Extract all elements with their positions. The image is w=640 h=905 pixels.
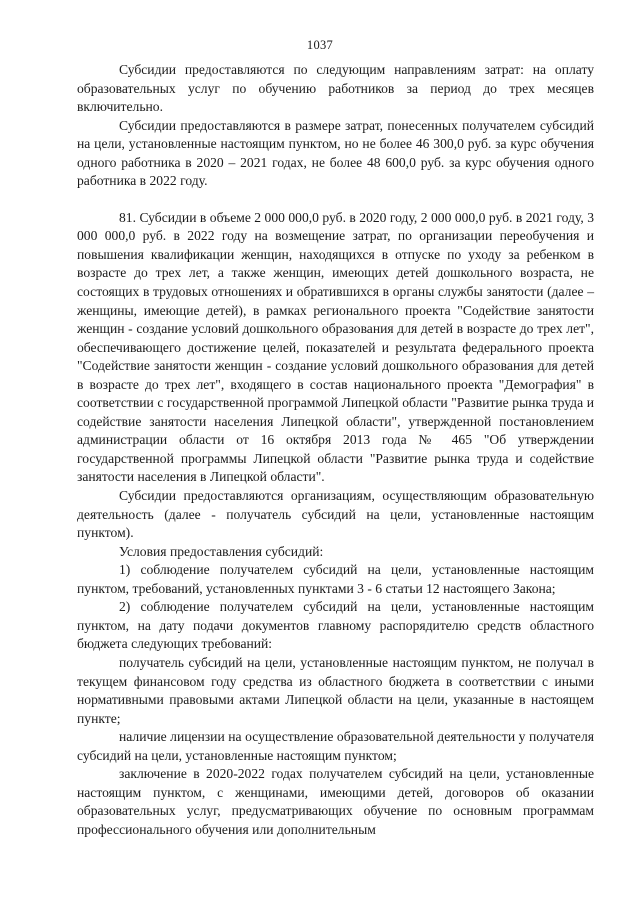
paragraph-subsidy-amount: Субсидии предоставляются в размере затрат, понесенных получателем субсидий на цели, установленные настоящим пунктом, но не более 46 300,0 руб. за курс обучения одного работника в 2020 – 2021 годах, не более 48 600,0 руб. за курс обучения одного работника в 2022 году. <box>77 117 594 189</box>
paragraph-condition-1: 1) соблюдение получателем субсидий на цели, установленные настоящим пунктом, требований, установленных пунктами 3 - 6 статьи 12 настоящего Закона; <box>77 562 594 596</box>
paragraph-conditions-heading: Условия предоставления субсидий: <box>119 543 324 559</box>
paragraph-recipients: Субсидии предоставляются организациям, осуществляющим образовательную деятельность (далее - получатель субсидий на цели, установленные настоящим пунктом). <box>77 488 594 541</box>
page-number: 1037 <box>306 38 334 52</box>
paragraph-requirement-no-funds: получатель субсидий на цели, установленные настоящим пунктом, не получал в текущем финансовом году средства из областного бюджета в соответствии с иными нормативными правовыми актами Липецкой области на цели, указанные в настоящем пункте; <box>77 654 594 726</box>
paragraph-condition-2: 2) соблюдение получателем субсидий на цели, установленные настоящим пунктом, на дату подачи документов главному распорядителю средств областного бюджета следующих требований: <box>77 599 594 652</box>
paragraph-expense-directions: Субсидии предоставляются по следующим направлениям затрат: на оплату образовательных услуг по обучению работников за период до трех месяцев включительно. <box>77 62 594 115</box>
paragraph-requirement-contracts: заключение в 2020-2022 годах получателем субсидий на цели, установленные настоящим пунктом, с женщинами, имеющими детей, договоров об оказании образовательных услуг, предусматривающих обучение по основным программам профессионального обучения или дополнительным <box>77 766 594 837</box>
paragraph-requirement-license: наличие лицензии на осуществление образовательной деятельности у получателя субсидий на цели, установленные настоящим пунктом; <box>77 729 594 763</box>
paragraph-item-81: 81. Субсидии в объеме 2 000 000,0 руб. в 2020 году, 2 000 000,0 руб. в 2021 году, 3 000 000,0 руб. в 2022 году на возмещение затрат, по организации переобучения и повышения квалификации женщин, находящихся в отпуске по уходу за ребенком в возрасте до трех лет, а также женщин, имеющих детей дошкольного возраста, не состоящих в трудовых отношениях и обратившихся в органы службы занятости (далее – женщины, имеющие детей), в рамках регионального проекта "Содействие занятости женщин - создание условий дошкольного образования для детей в возрасте до трех лет", обеспечивающего достижение целей, показателей и результата федерального проекта "Содействие занятости женщин - создание условий дошкольного образования для детей в возрасте до трех лет", входящего в состав национального проекта "Демография" в соответствии с государственной программой Липецкой области "Развитие рынка труда и содействие занятости населения Липецкой области", утвержденной постановлением администрации области от 16 октября 2013 года № 465 "Об утверждении государственной программы Липецкой области "Развитие рынка труда и содействие занятости населения в Липецкой области". <box>77 209 594 485</box>
document-body <box>77 61 594 839</box>
